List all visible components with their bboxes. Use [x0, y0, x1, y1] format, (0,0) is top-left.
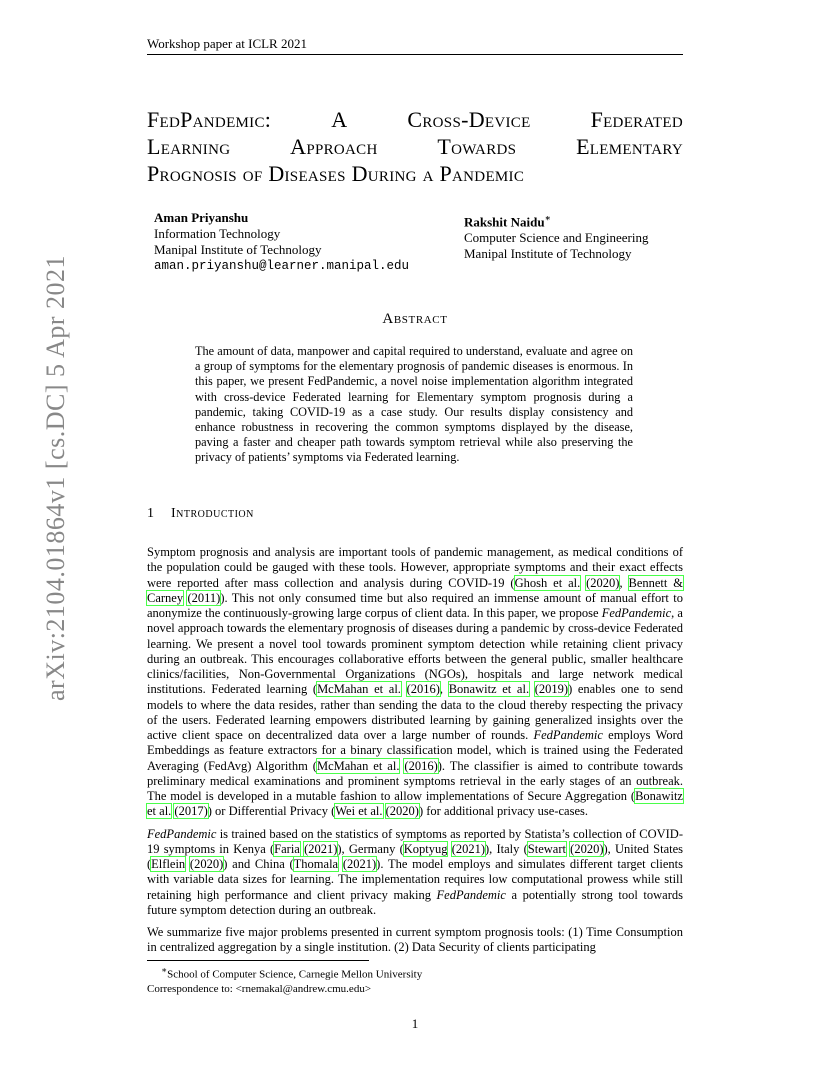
citation-link[interactable]: Elflein — [151, 857, 186, 871]
citation-link[interactable]: Koptyug — [403, 841, 448, 856]
running-header: Workshop paper at ICLR 2021 — [147, 36, 307, 51]
body-text — [147, 545, 683, 963]
section-number: 1 — [147, 506, 155, 521]
abstract-heading: Abstract — [382, 311, 448, 327]
title-word: Federated — [590, 107, 683, 132]
footnotes — [147, 963, 683, 996]
citation-link[interactable]: (2021) — [304, 841, 338, 856]
title-line-1 — [147, 106, 683, 133]
citation-link[interactable]: McMahan et al. — [316, 758, 400, 773]
citation-link[interactable]: Bonawitz et al. — [147, 789, 683, 819]
title-word: Towards — [437, 134, 517, 159]
citation-link[interactable]: Thomala — [293, 857, 339, 871]
footnote-2: Correspondence to: <rnemakal@andrew.cmu.edu> — [147, 982, 372, 995]
author-institution: Manipal Institute of Technology — [464, 246, 632, 262]
citation-link[interactable]: (2020) — [586, 575, 620, 590]
citation-link[interactable]: Wei et al. — [335, 804, 383, 819]
citation-link[interactable]: (2017) — [174, 804, 208, 819]
author-name: Rakshit Naidu∗ — [464, 213, 551, 230]
author-block-1 — [154, 210, 409, 274]
title-word: Learning — [147, 134, 231, 159]
citation-link[interactable]: (2016) — [404, 758, 438, 773]
paper-title — [147, 106, 683, 187]
citation-link[interactable]: McMahan et al. — [317, 682, 401, 697]
citation-link[interactable]: (2021) — [342, 857, 377, 871]
citation-link[interactable]: (2020) — [385, 804, 419, 819]
title-word: Cross-Device — [407, 107, 531, 132]
author-institution: Manipal Institute of Technology — [154, 242, 322, 257]
paragraph-2: FedPandemic is trained based on the statistics of symptoms as reported by Statista’s collection of COVID-19 symptoms in Kenya (Faria (2021)), Germany (Koptyug (2021)), Italy (Stewart (2020)), United States (Elflein (2020)) and China (Thomala (2021)). The model employs and simulates different target clients with variable data sizes for learning. The implementation requires low computational prowess while still retaining high performance and client privacy making FedPandemic a potentially strong tool towards future symptom detection during an outbreak. — [147, 826, 684, 917]
citation-link[interactable]: Bennett & Carney — [147, 575, 684, 605]
citation-link[interactable]: Ghosh et al. — [514, 575, 581, 590]
page-number: 1 — [411, 1016, 419, 1031]
author-affiliation: Computer Science and Engineering — [464, 230, 649, 246]
paragraph-1: Symptom prognosis and analysis are important tools of pandemic management, as medical conditions of the population could be gauged with these tools. However, appropriate symptoms and their exact effects were reported after mass collection and analysis during COVID-19 (Ghosh et al. (2020), Bennett & Carney (2011)). This not only consumed time but also required an immense amount of manual effort to anonymize the continuously-growing large corpus of client data. In this paper, we propose FedPandemic, a novel approach towards the elementary prognosis of diseases during a pandemic by cross-device Federated learning. We present a novel tool towards prominent symptom detection while retaining client privacy during an outbreak. This encourages collaborative efforts between the general public, smaller healthcare clinics/facilities, Non-Governmental Organizations (NGOs), hospitals and large network medical institutions. Federated learning (McMahan et al. (2016), Bonawitz et al. (2019)) enables one to send models to where the data resides, rather than sending the data to the cloud thereby respecting the privacy of the users. Federated learning empowers distributed learning by gaining generalized insights over the active client space on decentralized data over a large number of rounds. FedPandemic employs Word Embeddings as feature extractors for a binary classification model, which is trained using the Federated Averaging (FedAvg) Algorithm (McMahan et al. (2016)). The classifier is aimed to contribute towards preliminary medical examinations and prominent symptoms retrieval in the early stages of an outbreak. The model is developed in a mutable fashion to allow implementations of Secure Aggregation (Bonawitz et al. (2017)) or Differential Privacy (Wei et al. (2020)) for additional privacy use-cases. — [147, 545, 684, 819]
author-affiliation: Information Technology — [154, 226, 281, 241]
citation-link[interactable]: Faria — [274, 841, 300, 856]
citation-link[interactable]: (2020) — [189, 857, 224, 871]
citation-link[interactable]: (2011) — [187, 590, 221, 605]
title-word: A — [331, 107, 348, 132]
citation-link[interactable]: (2020) — [570, 841, 604, 856]
citation-link[interactable]: Bonawitz et al. — [448, 682, 530, 697]
author-block-2 — [464, 210, 648, 262]
author-email[interactable]: aman.priyanshu@learner.manipal.edu — [154, 259, 410, 273]
citation-link[interactable]: (2019) — [534, 682, 569, 697]
title-word: FedPandemic: — [147, 107, 272, 132]
title-word: Elementary — [576, 134, 683, 159]
citation-link[interactable]: (2016) — [406, 682, 440, 697]
title-word: Approach — [290, 134, 378, 159]
footnote-marker: ∗ — [544, 213, 551, 223]
citation-link[interactable]: (2021) — [451, 841, 486, 856]
header-rule — [147, 54, 683, 55]
title-line-2 — [147, 133, 683, 160]
footnote-1: ∗School of Computer Science, Carnegie Mellon University — [161, 965, 423, 981]
arxiv-stamp[interactable]: arXiv:2104.01864v1 [cs.DC] 5 Apr 2021 — [41, 254, 70, 702]
author-name: Aman Priyanshu — [154, 210, 249, 225]
section-heading — [147, 505, 683, 523]
title-line-3: Prognosis of Diseases During a Pandemic — [147, 161, 525, 186]
section-title: Introduction — [171, 506, 254, 521]
paragraph-3: We summarize five major problems presented in current symptom prognosis tools: (1) Time Consumption in centralized aggregation by a single institution. (2) Data Security of clients participating — [147, 925, 683, 955]
abstract-text: The amount of data, manpower and capital required to understand, evaluate and agree on a group of symptoms for the elementary prognosis of pandemic diseases is enormous. In this paper, we present FedPandemic, a novel noise implementation algorithm integrated with cross-device Federated learning for Elementary symptom prognosis during a pandemic, taking COVID-19 as a case study. Our results display consistency and enhance robustness in recovering the common symptoms displayed by the disease, paving a faster and cheaper path towards symptom retrieval while also preserving the privacy of patients’ symptoms via Federated learning. — [195, 344, 633, 465]
citation-link[interactable]: Stewart — [527, 841, 566, 856]
footnote-rule — [147, 960, 369, 961]
